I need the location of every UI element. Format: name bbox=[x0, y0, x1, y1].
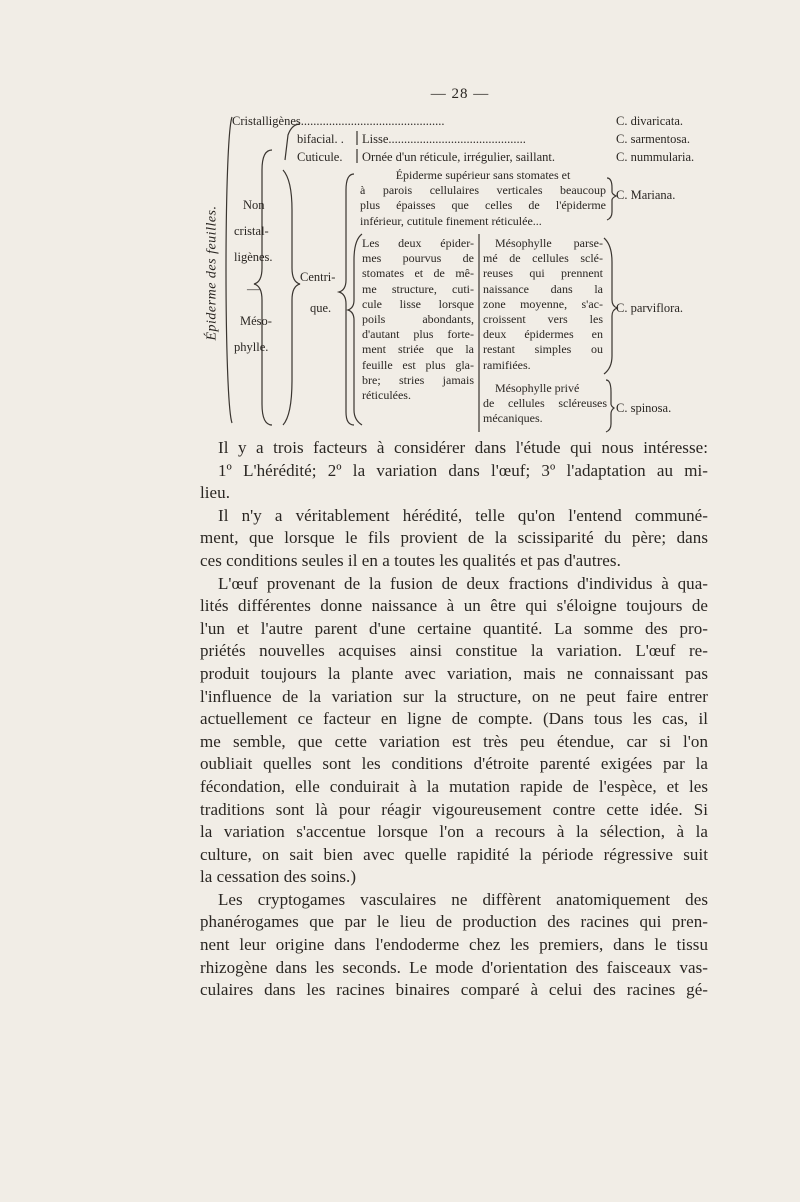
key-que: que. bbox=[310, 301, 332, 315]
body-line: oubliait quelles sont les conditions d'étroite parenté exigées par la bbox=[200, 754, 708, 774]
key-cuticule: Cuticule. bbox=[297, 150, 343, 164]
body-line: traditions sont là pour réagir vigoureusement contre cette idée. Si bbox=[200, 799, 708, 819]
body-line: lieu. bbox=[200, 483, 230, 503]
species-nummularia: C. nummularia. bbox=[616, 150, 695, 164]
side-label: Épiderme des feuilles. bbox=[205, 204, 220, 341]
body-line: lités différentes donne naissance à un être qui s'éloigne toujours de bbox=[200, 596, 708, 616]
body-line: la cessation des soins.) bbox=[200, 867, 357, 887]
body-line: ment, que lorsque le fils provient de la scissiparité du père; dans bbox=[200, 528, 708, 548]
key-cristalligenes: Cristalligènes.............................................. bbox=[232, 114, 445, 128]
body-line: rhizogène dans les seconds. Le mode d'orientation des faisceaux vas- bbox=[200, 957, 708, 977]
body-line: priétés nouvelles acquises ainsi constitue la variation. L'œuf re- bbox=[200, 641, 708, 661]
body-line: culture, on sait bien avec quelle rapidité la période régressive suit bbox=[200, 844, 708, 864]
body-line: Les cryptogames vasculaires ne diffèrent anatomiquement des bbox=[218, 889, 708, 909]
key-meso: Méso- bbox=[240, 314, 272, 328]
mesophylle-parseme: Mésophylle parse- mé de cellules sclé- reuses qui prennent naissance dans la zone moyenne, s'ac- croissent vers les deux épidermes en restant simples ou ramifiées. bbox=[483, 236, 603, 372]
key-centri: Centri- bbox=[300, 270, 336, 284]
body-line: ces conditions seules il en a toutes les qualités et pas d'autres. bbox=[200, 550, 621, 570]
body-line: L'œuf provenant de la fusion de deux fractions d'individus à qua- bbox=[218, 573, 708, 593]
body-line: 1º L'hérédité; 2º la variation dans l'œuf; 3º l'adaptation au mi- bbox=[218, 460, 708, 480]
body-line: produit toujours la plante avec variation, mais ne connaissant pas bbox=[200, 663, 708, 683]
species-divaricata: C. divaricata. bbox=[616, 114, 683, 128]
body-line: fécondation, elle conduirait à la mutation rapide de l'espèce, et les bbox=[200, 776, 708, 796]
body-text bbox=[200, 437, 708, 1002]
body-line: actuellement ce facteur en ligne de compte. (Dans tous les cas, il bbox=[200, 709, 708, 729]
key-ligenes: ligènes. bbox=[234, 250, 273, 264]
key-non: Non bbox=[243, 198, 265, 212]
species-parviflora: C. parviflora. bbox=[616, 301, 683, 315]
species-sarmentosa: C. sarmentosa. bbox=[616, 132, 690, 146]
mesophylle-prive: Mésophylle privé de cellules scléreuses mécaniques. bbox=[483, 381, 607, 426]
species-spinosa: C. spinosa. bbox=[616, 401, 672, 415]
species-mariana: C. Mariana. bbox=[616, 188, 676, 202]
key-lisse: Lisse............................................ bbox=[362, 132, 526, 146]
body-line: phanérogames que par le lieu de production des racines qui pren- bbox=[200, 912, 708, 932]
body-line: Il y a trois facteurs à considérer dans l'étude qui nous intéresse: bbox=[218, 438, 708, 457]
mariana-description: Épiderme supérieur sans stomates et à parois cellulaires verticales beaucoup plus épaisses que celles de l'épiderme inférieur, cutitule finement réticulée... bbox=[360, 168, 606, 228]
key-dash: — bbox=[247, 282, 260, 296]
page-number: — 28 — bbox=[430, 86, 490, 102]
body-line: culaires dans les racines binaires comparé à celui des racines gé- bbox=[200, 980, 708, 1000]
key-ornee: Ornée d'un réticule, irrégulier, saillant. bbox=[362, 150, 555, 164]
body-line: Il n'y a véritablement hérédité, telle qu'on l'entend communé- bbox=[218, 505, 708, 525]
body-line: nent leur origine dans l'endoderme chez les premiers, dans le tissu bbox=[200, 935, 708, 955]
key-cristal: cristal- bbox=[234, 224, 269, 238]
key-bifacial: bifacial. . bbox=[297, 132, 344, 146]
key-phylle: phylle. bbox=[234, 340, 269, 354]
body-line: la variation s'accentue lorsque l'on a recours à la sélection, à la bbox=[200, 822, 708, 842]
body-line: l'un et l'autre parent d'une certaine quantité. La somme des pro- bbox=[200, 618, 708, 638]
centrique-description: Les deux épider- mes pourvus de stomates et de mê- me structure, cuti- cule lisse lorsque poils abondants, d'autant plus forte- ment striée que la feuille est plus gla- bre; stries jamais réticulées. bbox=[362, 236, 474, 403]
body-line: me semble, que cette variation est très peu étendue, car si l'on bbox=[200, 731, 708, 751]
body-line: l'influence de la variation sur la structure, on ne peut faire entrer bbox=[200, 686, 708, 706]
